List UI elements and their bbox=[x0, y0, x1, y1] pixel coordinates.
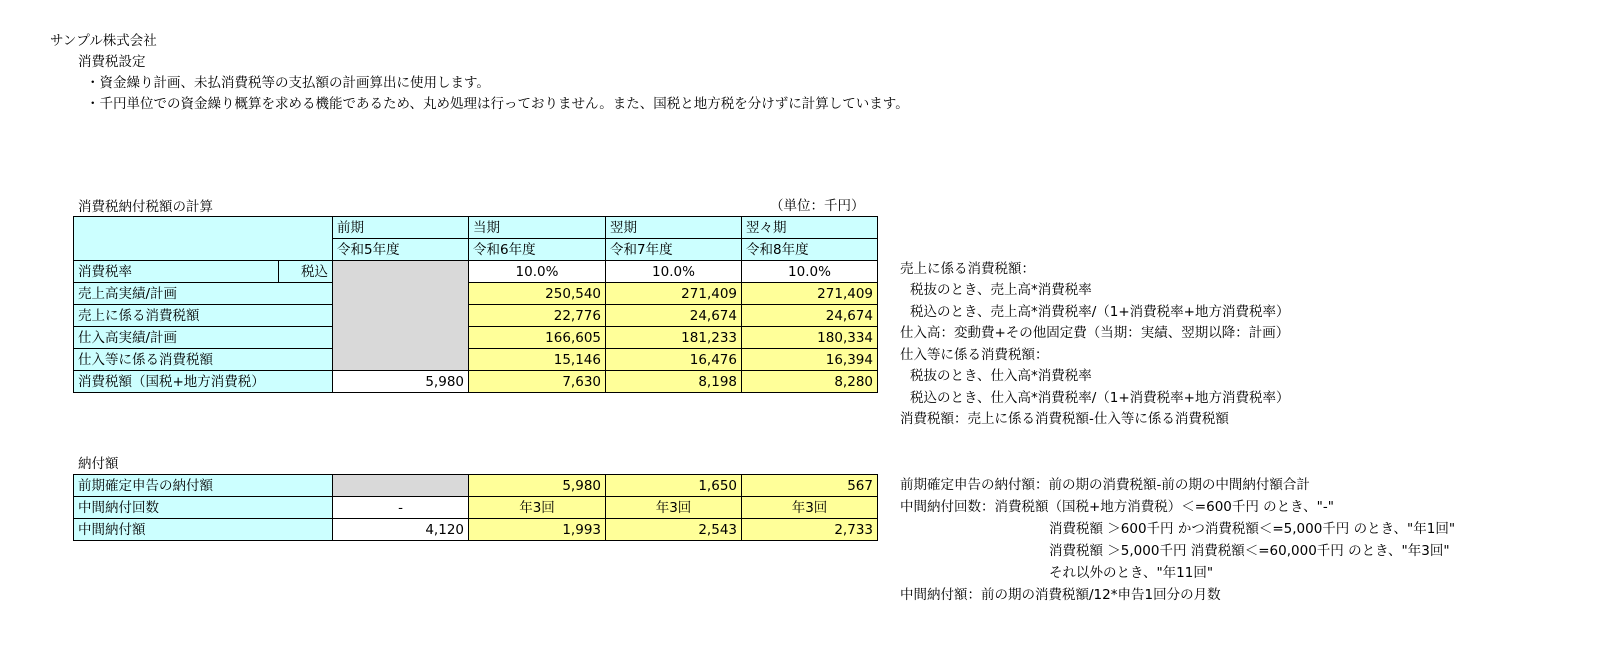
value-cell[interactable]: 24,674 bbox=[742, 305, 878, 327]
value-cell[interactable]: 271,409 bbox=[742, 283, 878, 305]
year-header: 令和7年度 bbox=[606, 239, 742, 261]
tax-rate-cell[interactable]: 10.0% bbox=[606, 261, 742, 283]
value-cell[interactable]: 2,733 bbox=[742, 519, 878, 541]
period-header: 当期 bbox=[469, 217, 606, 239]
tax-rate-cell[interactable]: 10.0% bbox=[742, 261, 878, 283]
value-cell[interactable]: 1,650 bbox=[606, 475, 742, 497]
value-cell[interactable]: 181,233 bbox=[606, 327, 742, 349]
row-label: 前期確定申告の納付額 bbox=[74, 475, 333, 497]
table-row bbox=[74, 283, 878, 305]
row-label: 中間納付額 bbox=[74, 519, 333, 541]
period-header: 翌期 bbox=[606, 217, 742, 239]
note-line: 税抜のとき、仕入高*消費税率 bbox=[910, 368, 1092, 384]
total-row bbox=[74, 371, 878, 393]
value-cell[interactable]: 15,146 bbox=[469, 349, 606, 371]
tax-rate-cell[interactable]: 10.0% bbox=[469, 261, 606, 283]
value-cell[interactable]: 22,776 bbox=[469, 305, 606, 327]
prior-period-grey-cell bbox=[333, 261, 469, 371]
prior-period-grey-cell bbox=[333, 475, 469, 497]
note-line: 中間納付額：前の期の消費税額/12*申告1回分の月数 bbox=[900, 587, 1221, 603]
table-row bbox=[74, 497, 878, 519]
value-cell[interactable]: 24,674 bbox=[606, 305, 742, 327]
table-row bbox=[74, 475, 878, 497]
unit-label: （単位：千円） bbox=[770, 198, 865, 214]
value-cell[interactable]: 4,120 bbox=[333, 519, 469, 541]
period-header: 前期 bbox=[333, 217, 469, 239]
tax-calc-table bbox=[73, 216, 878, 393]
value-cell[interactable]: 166,605 bbox=[469, 327, 606, 349]
note-line: 税込のとき、仕入高*消費税率/（1+消費税率+地方消費税率） bbox=[910, 390, 1290, 406]
row-label: 消費税額（国税+地方消費税） bbox=[74, 371, 333, 393]
table-row bbox=[74, 305, 878, 327]
note-line: 仕入等に係る消費税額： bbox=[900, 347, 1049, 363]
note-line: 税込のとき、売上高*消費税率/（1+消費税率+地方消費税率） bbox=[910, 304, 1290, 320]
note-line: 前期確定申告の納付額：前の期の消費税額-前の期の中間納付額合計 bbox=[900, 477, 1310, 493]
tax-rate-row bbox=[74, 261, 878, 283]
row-label: 売上高実績/計画 bbox=[74, 283, 333, 305]
value-cell[interactable]: - bbox=[333, 497, 469, 519]
row-label: 仕入等に係る消費税額 bbox=[74, 349, 333, 371]
table-row bbox=[74, 327, 878, 349]
description-bullet-1: ・資金繰り計画、未払消費税等の支払額の計画算出に使用します。 bbox=[86, 75, 490, 91]
period-header: 翌々期 bbox=[742, 217, 878, 239]
note-line: 消費税額 ＞5,000千円 消費税額＜=60,000千円 のとき、"年3回" bbox=[1049, 543, 1450, 559]
note-line: 売上に係る消費税額： bbox=[900, 261, 1035, 277]
year-header: 令和6年度 bbox=[469, 239, 606, 261]
description-bullet-2: ・千円単位での資金繰り概算を求める機能であるため、丸め処理は行っておりません。また、国税と地方税を分けずに計算しています。 bbox=[86, 96, 909, 112]
company-name: サンプル株式会社 bbox=[50, 33, 157, 49]
value-cell[interactable]: 8,198 bbox=[606, 371, 742, 393]
value-cell[interactable]: 271,409 bbox=[606, 283, 742, 305]
value-cell[interactable]: 8,280 bbox=[742, 371, 878, 393]
tax-mode-select[interactable]: 税込 bbox=[279, 261, 333, 283]
value-cell[interactable]: 年3回 bbox=[469, 497, 606, 519]
note-line: 中間納付回数：消費税額（国税+地方消費税）＜=600千円 のとき、"-" bbox=[900, 499, 1334, 515]
value-cell[interactable]: 2,543 bbox=[606, 519, 742, 541]
table-row bbox=[74, 349, 878, 371]
value-cell[interactable]: 年3回 bbox=[742, 497, 878, 519]
value-cell[interactable]: 250,540 bbox=[469, 283, 606, 305]
year-header: 令和5年度 bbox=[333, 239, 469, 261]
payment-table-title: 納付額 bbox=[78, 456, 119, 472]
header-corner bbox=[74, 217, 333, 261]
note-line: 税抜のとき、売上高*消費税率 bbox=[910, 282, 1092, 298]
note-line: 消費税額：売上に係る消費税額-仕入等に係る消費税額 bbox=[900, 411, 1229, 427]
row-label: 売上に係る消費税額 bbox=[74, 305, 333, 327]
value-cell[interactable]: 1,993 bbox=[469, 519, 606, 541]
value-cell[interactable]: 5,980 bbox=[469, 475, 606, 497]
value-cell[interactable]: 16,476 bbox=[606, 349, 742, 371]
row-label: 消費税率 bbox=[74, 261, 279, 283]
value-cell[interactable]: 7,630 bbox=[469, 371, 606, 393]
period-header-row bbox=[74, 217, 878, 239]
payment-table bbox=[73, 474, 878, 541]
value-cell[interactable]: 16,394 bbox=[742, 349, 878, 371]
table-row bbox=[74, 519, 878, 541]
value-cell[interactable]: 年3回 bbox=[606, 497, 742, 519]
sheet-title: 消費税設定 bbox=[78, 54, 146, 70]
row-label: 中間納付回数 bbox=[74, 497, 333, 519]
value-cell[interactable]: 567 bbox=[742, 475, 878, 497]
note-line: それ以外のとき、"年11回" bbox=[1049, 565, 1214, 581]
note-line: 仕入高：変動費+その他固定費（当期：実績、翌期以降：計画） bbox=[900, 325, 1290, 341]
calc-table-title: 消費税納付税額の計算 bbox=[78, 199, 213, 215]
year-header: 令和8年度 bbox=[742, 239, 878, 261]
row-label: 仕入高実績/計画 bbox=[74, 327, 333, 349]
value-cell[interactable]: 5,980 bbox=[333, 371, 469, 393]
value-cell[interactable]: 180,334 bbox=[742, 327, 878, 349]
note-line: 消費税額 ＞600千円 かつ消費税額＜=5,000千円 のとき、"年1回" bbox=[1049, 521, 1456, 537]
